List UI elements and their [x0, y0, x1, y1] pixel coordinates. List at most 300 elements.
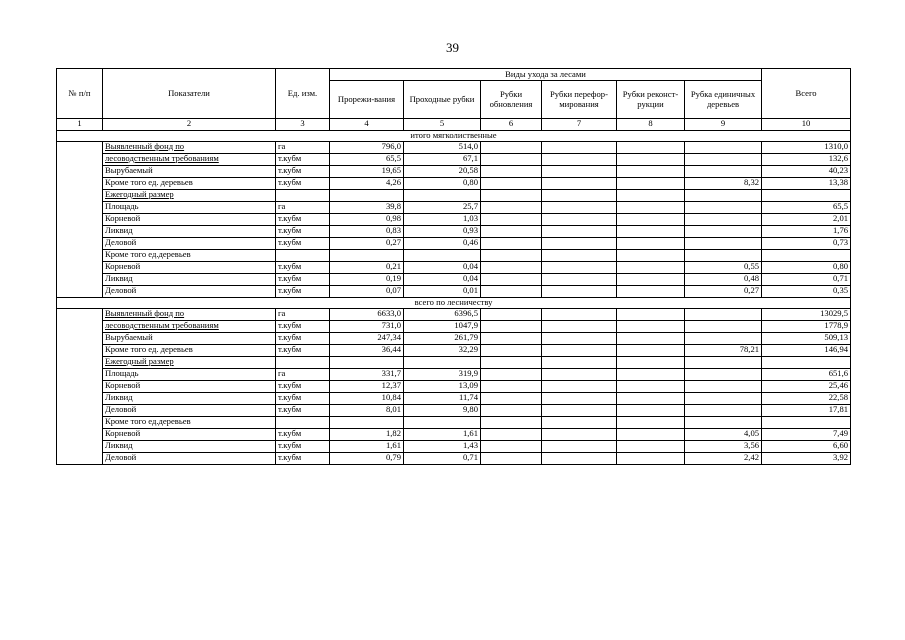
value-cell-text: 0,07 — [385, 285, 401, 295]
unit-cell-text: га — [278, 308, 286, 318]
value-cell — [617, 345, 685, 357]
value-cell — [404, 154, 481, 166]
unit-cell — [276, 262, 330, 274]
table-row — [57, 202, 851, 214]
total-cell — [762, 286, 851, 298]
value-cell — [685, 321, 762, 333]
table-row — [57, 262, 851, 274]
value-cell — [542, 309, 617, 321]
total-cell-text: 651,6 — [828, 368, 849, 378]
total-cell — [762, 250, 851, 262]
value-cell — [617, 250, 685, 262]
indicator-cell-text: Выявленный фонд по — [105, 308, 185, 318]
header-group: Виды ухода за лесами — [330, 69, 762, 81]
unit-cell — [276, 453, 330, 465]
indicator-cell-text: Корневой — [105, 380, 141, 390]
column-numbers-row — [57, 119, 851, 131]
value-cell-text: 0,27 — [744, 285, 760, 295]
unit-cell-text: т.кубм — [278, 452, 302, 462]
value-cell — [404, 142, 481, 154]
value-cell — [481, 262, 542, 274]
unit-cell — [276, 178, 330, 190]
total-cell — [762, 226, 851, 238]
indicator-cell-text: Выявленный фонд по — [105, 141, 185, 151]
table-row — [57, 178, 851, 190]
value-cell — [685, 333, 762, 345]
unit-cell — [276, 381, 330, 393]
value-cell — [330, 250, 404, 262]
unit-cell — [276, 286, 330, 298]
total-cell-text: 3,92 — [833, 452, 849, 462]
total-cell — [762, 417, 851, 429]
value-cell — [542, 274, 617, 286]
value-cell — [542, 405, 617, 417]
total-cell-text: 1,76 — [833, 225, 849, 235]
total-cell-text: 22,58 — [828, 392, 849, 402]
total-cell-text: 17,81 — [828, 404, 849, 414]
total-cell — [762, 274, 851, 286]
indicator-cell-text: лесоводственным требованиям — [105, 153, 219, 163]
value-cell — [404, 238, 481, 250]
value-cell — [404, 309, 481, 321]
value-cell — [685, 429, 762, 441]
total-cell — [762, 202, 851, 214]
row-number-cell — [57, 309, 103, 465]
unit-cell-text: т.кубм — [278, 380, 302, 390]
value-cell — [685, 238, 762, 250]
value-cell-text: 261,79 — [454, 332, 478, 342]
col-number: 1 — [57, 119, 103, 131]
indicator-cell — [103, 321, 276, 333]
unit-cell-text: т.кубм — [278, 237, 302, 247]
value-cell — [617, 202, 685, 214]
col-number: 5 — [404, 119, 481, 131]
total-cell — [762, 453, 851, 465]
value-cell — [330, 405, 404, 417]
unit-cell — [276, 429, 330, 441]
value-cell — [685, 274, 762, 286]
section-header-row — [57, 131, 851, 142]
value-cell — [542, 441, 617, 453]
total-cell — [762, 321, 851, 333]
indicator-cell-text: Ежегодный размер — [105, 356, 174, 366]
value-cell — [617, 178, 685, 190]
table-row — [57, 238, 851, 250]
indicator-cell-text: Площадь — [105, 201, 139, 211]
value-cell — [617, 262, 685, 274]
value-cell-text: 4,26 — [385, 177, 401, 187]
col-number: 7 — [542, 119, 617, 131]
col-number: 9 — [685, 119, 762, 131]
value-cell — [617, 453, 685, 465]
value-cell — [685, 441, 762, 453]
value-cell — [481, 190, 542, 202]
row-number-cell — [57, 142, 103, 298]
table-row — [57, 190, 851, 202]
value-cell — [404, 321, 481, 333]
total-cell-text: 0,73 — [833, 237, 849, 247]
value-cell — [404, 357, 481, 369]
total-cell-text: 1778,9 — [824, 320, 849, 330]
table-row — [57, 142, 851, 154]
value-cell — [685, 393, 762, 405]
value-cell — [330, 154, 404, 166]
value-cell — [330, 357, 404, 369]
value-cell — [404, 333, 481, 345]
value-cell — [617, 309, 685, 321]
total-cell — [762, 393, 851, 405]
header-unit: Ед. изм. — [276, 69, 330, 119]
unit-cell — [276, 166, 330, 178]
total-cell — [762, 405, 851, 417]
table-row — [57, 393, 851, 405]
value-cell — [685, 381, 762, 393]
value-cell — [481, 345, 542, 357]
value-cell — [481, 441, 542, 453]
value-cell — [617, 321, 685, 333]
value-cell — [617, 190, 685, 202]
section-title: всего по лесничеству — [57, 298, 851, 309]
value-cell-text: 13,09 — [458, 380, 478, 390]
unit-cell-text: т.кубм — [278, 165, 302, 175]
value-cell — [330, 202, 404, 214]
value-cell — [330, 226, 404, 238]
unit-cell — [276, 202, 330, 214]
table-row — [57, 309, 851, 321]
header-num: № п/п — [57, 69, 103, 119]
unit-cell-text: т.кубм — [278, 225, 302, 235]
unit-cell — [276, 309, 330, 321]
value-cell — [481, 453, 542, 465]
value-cell-text: 8,01 — [385, 404, 401, 414]
value-cell-text: 0,79 — [385, 452, 401, 462]
value-cell — [617, 214, 685, 226]
unit-cell-text: т.кубм — [278, 261, 302, 271]
value-cell — [481, 393, 542, 405]
unit-cell-text: т.кубм — [278, 177, 302, 187]
value-cell — [542, 453, 617, 465]
value-cell-text: 19,65 — [381, 165, 401, 175]
value-cell — [404, 381, 481, 393]
total-cell-text: 65,5 — [833, 201, 849, 211]
value-cell-text: 1,82 — [385, 428, 401, 438]
indicator-cell — [103, 238, 276, 250]
value-cell — [542, 321, 617, 333]
indicator-cell-text: Деловой — [105, 237, 137, 247]
value-cell-text: 10,84 — [381, 392, 401, 402]
total-cell-text: 132,6 — [828, 153, 849, 163]
total-cell-text: 146,94 — [824, 344, 849, 354]
unit-cell — [276, 154, 330, 166]
unit-cell — [276, 345, 330, 357]
value-cell — [330, 393, 404, 405]
value-cell — [330, 417, 404, 429]
table-row — [57, 333, 851, 345]
value-cell — [481, 286, 542, 298]
value-cell — [330, 309, 404, 321]
value-cell — [685, 250, 762, 262]
indicator-cell-text: Ликвид — [105, 392, 133, 402]
table-row — [57, 369, 851, 381]
header-indicators: Показатели — [103, 69, 276, 119]
value-cell-text: 1,61 — [462, 428, 478, 438]
total-cell-text: 2,01 — [833, 213, 849, 223]
indicator-cell-text: Вырубаемый — [105, 332, 153, 342]
value-cell — [330, 178, 404, 190]
value-cell — [404, 202, 481, 214]
indicator-cell-text: Ежегодный размер — [105, 189, 174, 199]
value-cell — [542, 142, 617, 154]
value-cell-text: 67,1 — [462, 153, 478, 163]
value-cell — [617, 142, 685, 154]
indicator-cell — [103, 226, 276, 238]
value-cell — [481, 321, 542, 333]
indicator-cell — [103, 357, 276, 369]
indicator-cell — [103, 250, 276, 262]
unit-cell-text: га — [278, 141, 286, 151]
value-cell — [330, 345, 404, 357]
indicator-cell-text: Кроме того ед.деревьев — [105, 416, 191, 426]
value-cell-text: 0,04 — [462, 261, 478, 271]
unit-cell-text: т.кубм — [278, 285, 302, 295]
indicator-cell — [103, 154, 276, 166]
indicator-cell-text: Площадь — [105, 368, 139, 378]
col-number: 6 — [481, 119, 542, 131]
value-cell — [542, 154, 617, 166]
value-cell-text: 0,21 — [385, 261, 401, 271]
indicator-cell-text: Деловой — [105, 285, 137, 295]
total-cell — [762, 238, 851, 250]
table-row — [57, 250, 851, 262]
value-cell — [617, 441, 685, 453]
value-cell — [685, 309, 762, 321]
unit-cell — [276, 357, 330, 369]
value-cell — [481, 142, 542, 154]
unit-cell — [276, 393, 330, 405]
table-row — [57, 214, 851, 226]
unit-cell-text: т.кубм — [278, 153, 302, 163]
value-cell — [685, 142, 762, 154]
value-cell-text: 0,04 — [462, 273, 478, 283]
value-cell — [617, 417, 685, 429]
table-row — [57, 417, 851, 429]
value-cell-text: 0,27 — [385, 237, 401, 247]
unit-cell-text: га — [278, 201, 286, 211]
total-cell — [762, 142, 851, 154]
value-cell — [685, 202, 762, 214]
indicator-cell — [103, 345, 276, 357]
value-cell — [481, 250, 542, 262]
unit-cell — [276, 369, 330, 381]
total-cell-text: 7,49 — [833, 428, 849, 438]
unit-cell — [276, 238, 330, 250]
value-cell — [481, 381, 542, 393]
value-cell — [330, 190, 404, 202]
indicator-cell — [103, 429, 276, 441]
value-cell — [481, 274, 542, 286]
indicator-cell — [103, 202, 276, 214]
value-cell — [542, 178, 617, 190]
total-cell-text: 0,35 — [833, 285, 849, 295]
value-cell — [404, 429, 481, 441]
value-cell — [330, 441, 404, 453]
value-cell — [330, 369, 404, 381]
value-cell — [481, 154, 542, 166]
value-cell — [330, 142, 404, 154]
value-cell — [404, 405, 481, 417]
unit-cell-text: т.кубм — [278, 213, 302, 223]
unit-cell — [276, 405, 330, 417]
total-cell-text: 13029,5 — [820, 308, 849, 318]
value-cell-text: 731,0 — [381, 320, 401, 330]
value-cell-text: 78,21 — [739, 344, 760, 354]
col-number: 2 — [103, 119, 276, 131]
value-cell — [481, 417, 542, 429]
value-cell-text: 25,7 — [462, 201, 478, 211]
total-cell-text: 509,13 — [824, 332, 849, 342]
header-col-6: Рубки обновления — [481, 81, 542, 119]
value-cell — [404, 274, 481, 286]
value-cell — [685, 226, 762, 238]
value-cell-text: 0,71 — [462, 452, 478, 462]
value-cell-text: 1047,9 — [454, 320, 478, 330]
value-cell — [404, 190, 481, 202]
value-cell-text: 796,0 — [381, 141, 401, 151]
indicator-cell — [103, 214, 276, 226]
value-cell — [404, 369, 481, 381]
value-cell-text: 65,5 — [385, 153, 401, 163]
page-number: 39 — [446, 40, 459, 55]
value-cell — [481, 226, 542, 238]
unit-cell — [276, 333, 330, 345]
table-row — [57, 226, 851, 238]
total-cell — [762, 178, 851, 190]
unit-cell-text: га — [278, 368, 286, 378]
indicator-cell — [103, 381, 276, 393]
table-row — [57, 345, 851, 357]
value-cell — [542, 381, 617, 393]
value-cell-text: 12,37 — [381, 380, 401, 390]
value-cell — [542, 250, 617, 262]
value-cell-text: 514,0 — [458, 141, 478, 151]
value-cell — [617, 381, 685, 393]
value-cell — [481, 357, 542, 369]
unit-cell-text: т.кубм — [278, 440, 302, 450]
header-total: Всего — [762, 69, 851, 119]
total-cell-text: 40,23 — [828, 165, 849, 175]
value-cell — [330, 238, 404, 250]
indicator-cell-text: Ликвид — [105, 440, 133, 450]
value-cell — [404, 178, 481, 190]
unit-cell-text: т.кубм — [278, 273, 302, 283]
value-cell — [481, 405, 542, 417]
value-cell-text: 0,55 — [744, 261, 760, 271]
value-cell — [330, 262, 404, 274]
value-cell-text: 32,29 — [458, 344, 478, 354]
unit-cell — [276, 321, 330, 333]
value-cell — [617, 274, 685, 286]
unit-cell — [276, 142, 330, 154]
indicator-cell-text: Кроме того ед. деревьев — [105, 344, 193, 354]
total-cell — [762, 357, 851, 369]
value-cell — [617, 238, 685, 250]
indicator-cell-text: Деловой — [105, 452, 137, 462]
value-cell — [542, 333, 617, 345]
indicator-cell-text: Кроме того ед. деревьев — [105, 177, 193, 187]
value-cell-text: 9,80 — [462, 404, 478, 414]
total-cell — [762, 345, 851, 357]
total-cell-text: 6,60 — [833, 440, 849, 450]
value-cell — [617, 286, 685, 298]
value-cell — [685, 178, 762, 190]
table-row — [57, 166, 851, 178]
forest-care-table — [56, 68, 851, 465]
value-cell — [330, 274, 404, 286]
value-cell-text: 39,8 — [385, 201, 401, 211]
value-cell — [685, 286, 762, 298]
value-cell-text: 0,80 — [462, 177, 478, 187]
value-cell-text: 0,83 — [385, 225, 401, 235]
value-cell — [330, 453, 404, 465]
value-cell — [404, 226, 481, 238]
table-row — [57, 405, 851, 417]
value-cell — [542, 166, 617, 178]
value-cell — [330, 381, 404, 393]
section-title: итого мягколиственные — [57, 131, 851, 142]
value-cell-text: 6633,0 — [377, 308, 401, 318]
unit-cell — [276, 274, 330, 286]
value-cell — [685, 166, 762, 178]
value-cell-text: 8,32 — [744, 177, 760, 187]
total-cell-text: 1310,0 — [824, 141, 849, 151]
value-cell-text: 4,05 — [744, 428, 760, 438]
indicator-cell — [103, 393, 276, 405]
value-cell — [617, 166, 685, 178]
value-cell — [617, 429, 685, 441]
indicator-cell-text: Корневой — [105, 428, 141, 438]
indicator-cell — [103, 417, 276, 429]
table-row — [57, 429, 851, 441]
value-cell-text: 0,48 — [744, 273, 760, 283]
value-cell — [685, 357, 762, 369]
value-cell — [542, 393, 617, 405]
value-cell — [542, 429, 617, 441]
indicator-cell — [103, 309, 276, 321]
value-cell — [330, 333, 404, 345]
table-row — [57, 453, 851, 465]
value-cell — [617, 369, 685, 381]
value-cell — [685, 262, 762, 274]
value-cell — [685, 405, 762, 417]
unit-cell — [276, 214, 330, 226]
unit-cell-text: т.кубм — [278, 428, 302, 438]
indicator-cell — [103, 286, 276, 298]
value-cell — [481, 333, 542, 345]
value-cell-text: 36,44 — [381, 344, 401, 354]
indicator-cell — [103, 190, 276, 202]
total-cell — [762, 154, 851, 166]
unit-cell — [276, 190, 330, 202]
total-cell — [762, 333, 851, 345]
unit-cell — [276, 226, 330, 238]
value-cell — [481, 214, 542, 226]
value-cell-text: 0,19 — [385, 273, 401, 283]
indicator-cell-text: Кроме того ед.деревьев — [105, 249, 191, 259]
value-cell — [404, 393, 481, 405]
value-cell — [685, 154, 762, 166]
value-cell — [481, 178, 542, 190]
header-col-5: Проходные рубки — [404, 81, 481, 119]
